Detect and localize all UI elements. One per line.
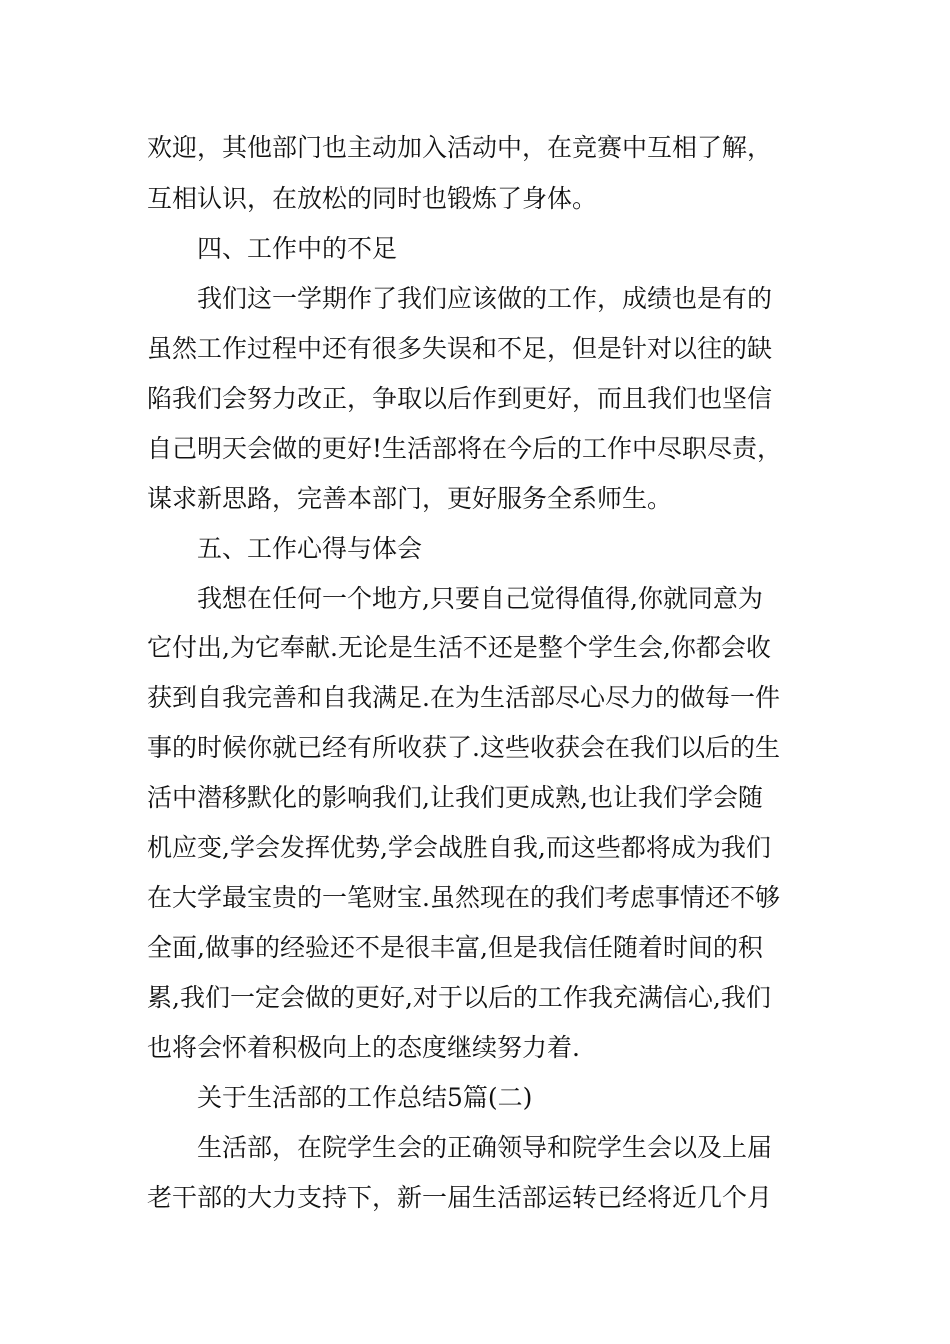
- text-line: 自己明天会做的更好!生活部将在今后的工作中尽职尽责，: [147, 434, 783, 463]
- text-line: 机应变,学会发挥优势,学会战胜自我,而这些都将成为我们: [147, 833, 771, 862]
- text-line: 老干部的大力支持下，新一届生活部运转已经将近几个月: [147, 1183, 773, 1212]
- text-line: 也将会怀着积极向上的态度继续努力着.: [147, 1033, 580, 1062]
- section-heading: 四、工作中的不足: [197, 234, 398, 263]
- text-line: 谋求新思路，完善本部门，更好服务全系师生。: [147, 484, 673, 513]
- section-heading: 五、工作心得与体会: [197, 534, 423, 563]
- text-line: 我想在任何一个地方,只要自己觉得值得,你就同意为: [197, 584, 763, 613]
- text-line: 活中潜移默化的影响我们,让我们更成熟,也让我们学会随: [147, 783, 763, 812]
- text-line: 生活部，在院学生会的正确领导和院学生会以及上届: [197, 1133, 773, 1162]
- text-line: 它付出,为它奉献.无论是生活不还是整个学生会,你都会收: [147, 633, 771, 662]
- text-line: 陷我们会努力改正，争取以后作到更好，而且我们也坚信: [147, 384, 773, 413]
- text-line: 累,我们一定会做的更好,对于以后的工作我充满信心,我们: [147, 983, 771, 1012]
- text-line: 互相认识，在放松的同时也锻炼了身体。: [147, 184, 598, 213]
- text-line: 我们这一学期作了我们应该做的工作，成绩也是有的: [197, 284, 773, 313]
- text-line: 欢迎，其他部门也主动加入活动中，在竞赛中互相了解，: [147, 133, 773, 162]
- text-line: 在大学最宝贵的一笔财宝.虽然现在的我们考虑事情还不够: [147, 883, 780, 912]
- text-line: 事的时候你就已经有所收获了.这些收获会在我们以后的生: [147, 733, 780, 762]
- text-line: 获到自我完善和自我满足.在为生活部尽心尽力的做每一件: [147, 683, 780, 712]
- section-heading: 关于生活部的工作总结5篇(二): [197, 1083, 533, 1112]
- text-line: 全面,做事的经验还不是很丰富,但是我信任随着时间的积: [147, 933, 763, 962]
- text-line: 虽然工作过程中还有很多失误和不足，但是针对以往的缺: [147, 334, 773, 363]
